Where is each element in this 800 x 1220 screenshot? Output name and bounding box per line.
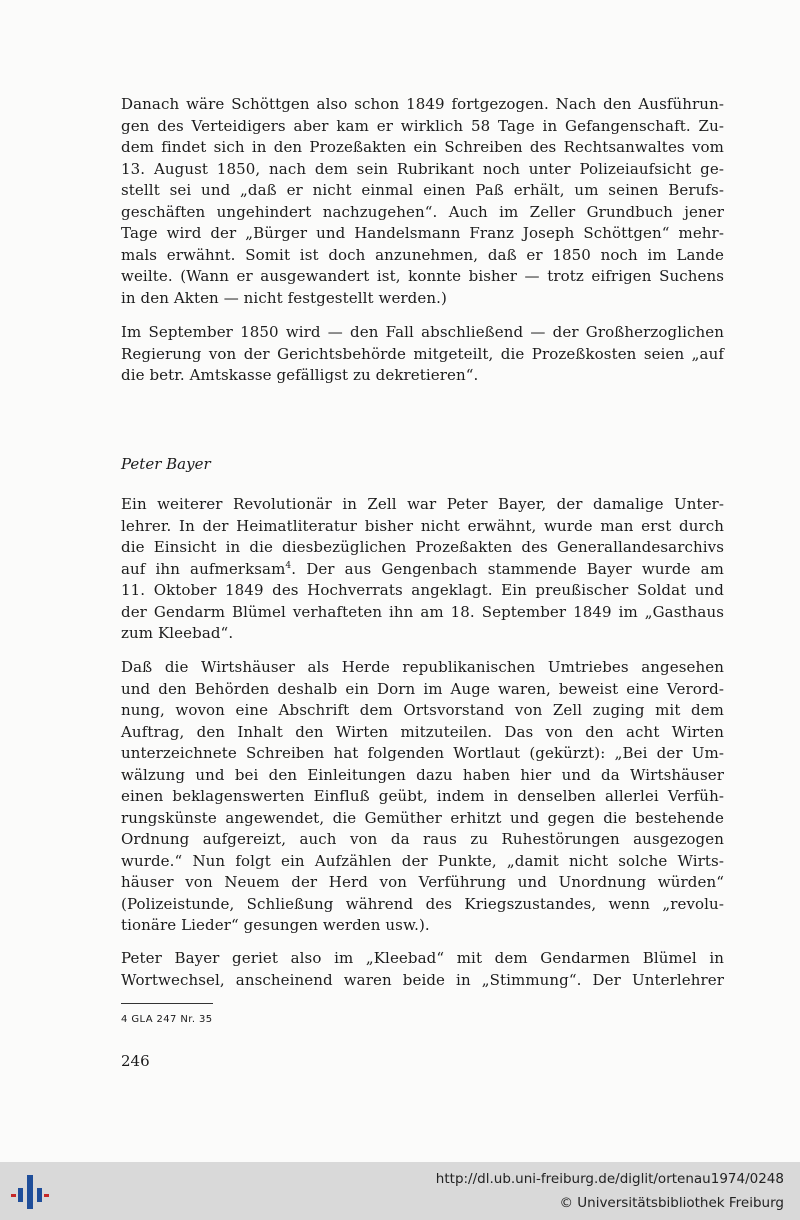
text-line: unterzeichnete Schreiben hat folgenden Wortlaut (gekürzt): „Bei der Um- <box>121 744 724 762</box>
paragraph-5 <box>121 948 724 991</box>
text-line: 11. Oktober 1849 des Hochverrats angeklagt. Ein preußischer Soldat und <box>121 581 724 599</box>
text-line: Ein weiterer Revolutionär in Zell war Peter Bayer, der damalige Unter- <box>121 495 724 513</box>
text-line: in den Akten — nicht festgestellt werden.) <box>121 288 447 307</box>
text-line: der Gendarm Blümel verhafteten ihn am 18. September 1849 im „Gasthaus <box>121 602 724 621</box>
text-line: zum Kleebad“. <box>121 624 234 642</box>
page-number: 246 <box>121 1052 150 1070</box>
text-line: rungskünste angewendet, die Gemüther erhitzt und gegen die bestehende <box>121 808 724 827</box>
text-line: tionäre Lieder“ gesungen werden usw.). <box>121 916 430 934</box>
text-line: 13. August 1850, nach dem sein Rubrikant noch unter Polizeiaufsicht ge- <box>121 159 724 178</box>
text-line: Ordnung aufgereizt, auch von da raus zu Ruhestörungen ausgezogen <box>121 830 724 848</box>
text-line: lehrer. In der Heimatliteratur bisher nicht erwähnt, wurde man erst durch <box>121 516 724 535</box>
text-line: stellt sei und „daß er nicht einmal einen Paß erhält, um seinen Berufs- <box>121 181 724 199</box>
document-url-link[interactable]: http://dl.ub.uni-freiburg.de/diglit/ortenau1974/0248 <box>435 1171 784 1187</box>
paragraph-2 <box>121 322 724 387</box>
text-line: Tage wird der „Bürger und Handelsmann Franz Joseph Schöttgen“ mehr- <box>121 224 724 242</box>
footnote-reference[interactable]: 4 <box>285 560 292 571</box>
text-line: weilte. (Wann er ausgewandert ist, konnte bisher — trotz eifrigen Suchens <box>121 267 724 285</box>
text-line: Danach wäre Schöttgen also schon 1849 fortgezogen. Nach den Ausführun- <box>121 95 724 113</box>
section-heading-text: Peter Bayer <box>121 455 211 473</box>
text-line: Peter Bayer geriet also im „Kleebad“ mit dem Gendarmen Blümel in <box>121 949 724 967</box>
text-fragment: . Der aus Gengenbach stammende Bayer wurde am <box>291 559 724 578</box>
text-line: Daß die Wirtshäuser als Herde republikanischen Umtriebes angesehen <box>121 658 724 676</box>
text-line: die betr. Amtskasse gefälligst zu dekretieren“. <box>121 366 479 384</box>
text-line: häuser von Neuem der Herd von Verführung und Unordnung würden“ <box>121 873 724 891</box>
text-line: nung, wovon eine Abschrift dem Ortsvorstand von Zell zuging mit dem <box>121 701 724 719</box>
paragraph-1 <box>121 94 724 309</box>
viewer-footer-bar <box>0 1162 800 1220</box>
text-line: Im September 1850 wird — den Fall abschließend — der Großherzoglichen <box>121 323 724 341</box>
text-fragment: auf ihn aufmerksam <box>121 559 286 578</box>
text-line: dem findet sich in den Prozeßakten ein Schreiben des Rechtsanwaltes vom <box>121 138 724 156</box>
text-line: und den Behörden deshalb ein Dorn im Auge waren, beweist eine Verord- <box>121 679 724 698</box>
footnote-divider <box>121 1003 213 1004</box>
section-heading <box>121 454 724 475</box>
paragraph-4 <box>121 657 724 937</box>
ub-freiburg-logo-icon <box>10 1172 50 1212</box>
text-line-with-footnote <box>121 559 724 581</box>
text-line: Regierung von der Gerichtsbehörde mitgeteilt, die Prozeßkosten seien „auf <box>121 344 724 363</box>
text-line: Auftrag, den Inhalt den Wirten mitzuteilen. Das von den acht Wirten <box>121 722 724 741</box>
copyright-text: © Universitätsbibliothek Freiburg <box>559 1195 784 1211</box>
text-line: geschäften ungehindert nachzugehen“. Auch im Zeller Grundbuch jener <box>121 202 724 221</box>
text-line: wurde.“ Nun folgt ein Aufzählen der Punkte, „damit nicht solche Wirts- <box>121 851 724 870</box>
text-line: mals erwähnt. Somit ist doch anzunehmen, daß er 1850 noch im Lande <box>121 245 724 264</box>
text-line: einen beklagenswerten Einfluß geübt, indem in denselben allerlei Verfüh- <box>121 787 724 805</box>
footnote: 4 GLA 247 Nr. 35 <box>121 1014 213 1025</box>
text-line: die Einsicht in die diesbezüglichen Prozeßakten des Generallandesarchivs <box>121 538 724 556</box>
paragraph-3 <box>121 494 724 645</box>
text-line: gen des Verteidigers aber kam er wirklich 58 Tage in Gefangenschaft. Zu- <box>121 116 724 135</box>
text-line: wälzung und bei den Einleitungen dazu haben hier und da Wirtshäuser <box>121 765 724 784</box>
text-line: (Polizeistunde, Schließung während des Kriegszustandes, wenn „revolu- <box>121 894 724 913</box>
text-line: Wortwechsel, anscheinend waren beide in „Stimmung“. Der Unterlehrer <box>121 970 724 989</box>
